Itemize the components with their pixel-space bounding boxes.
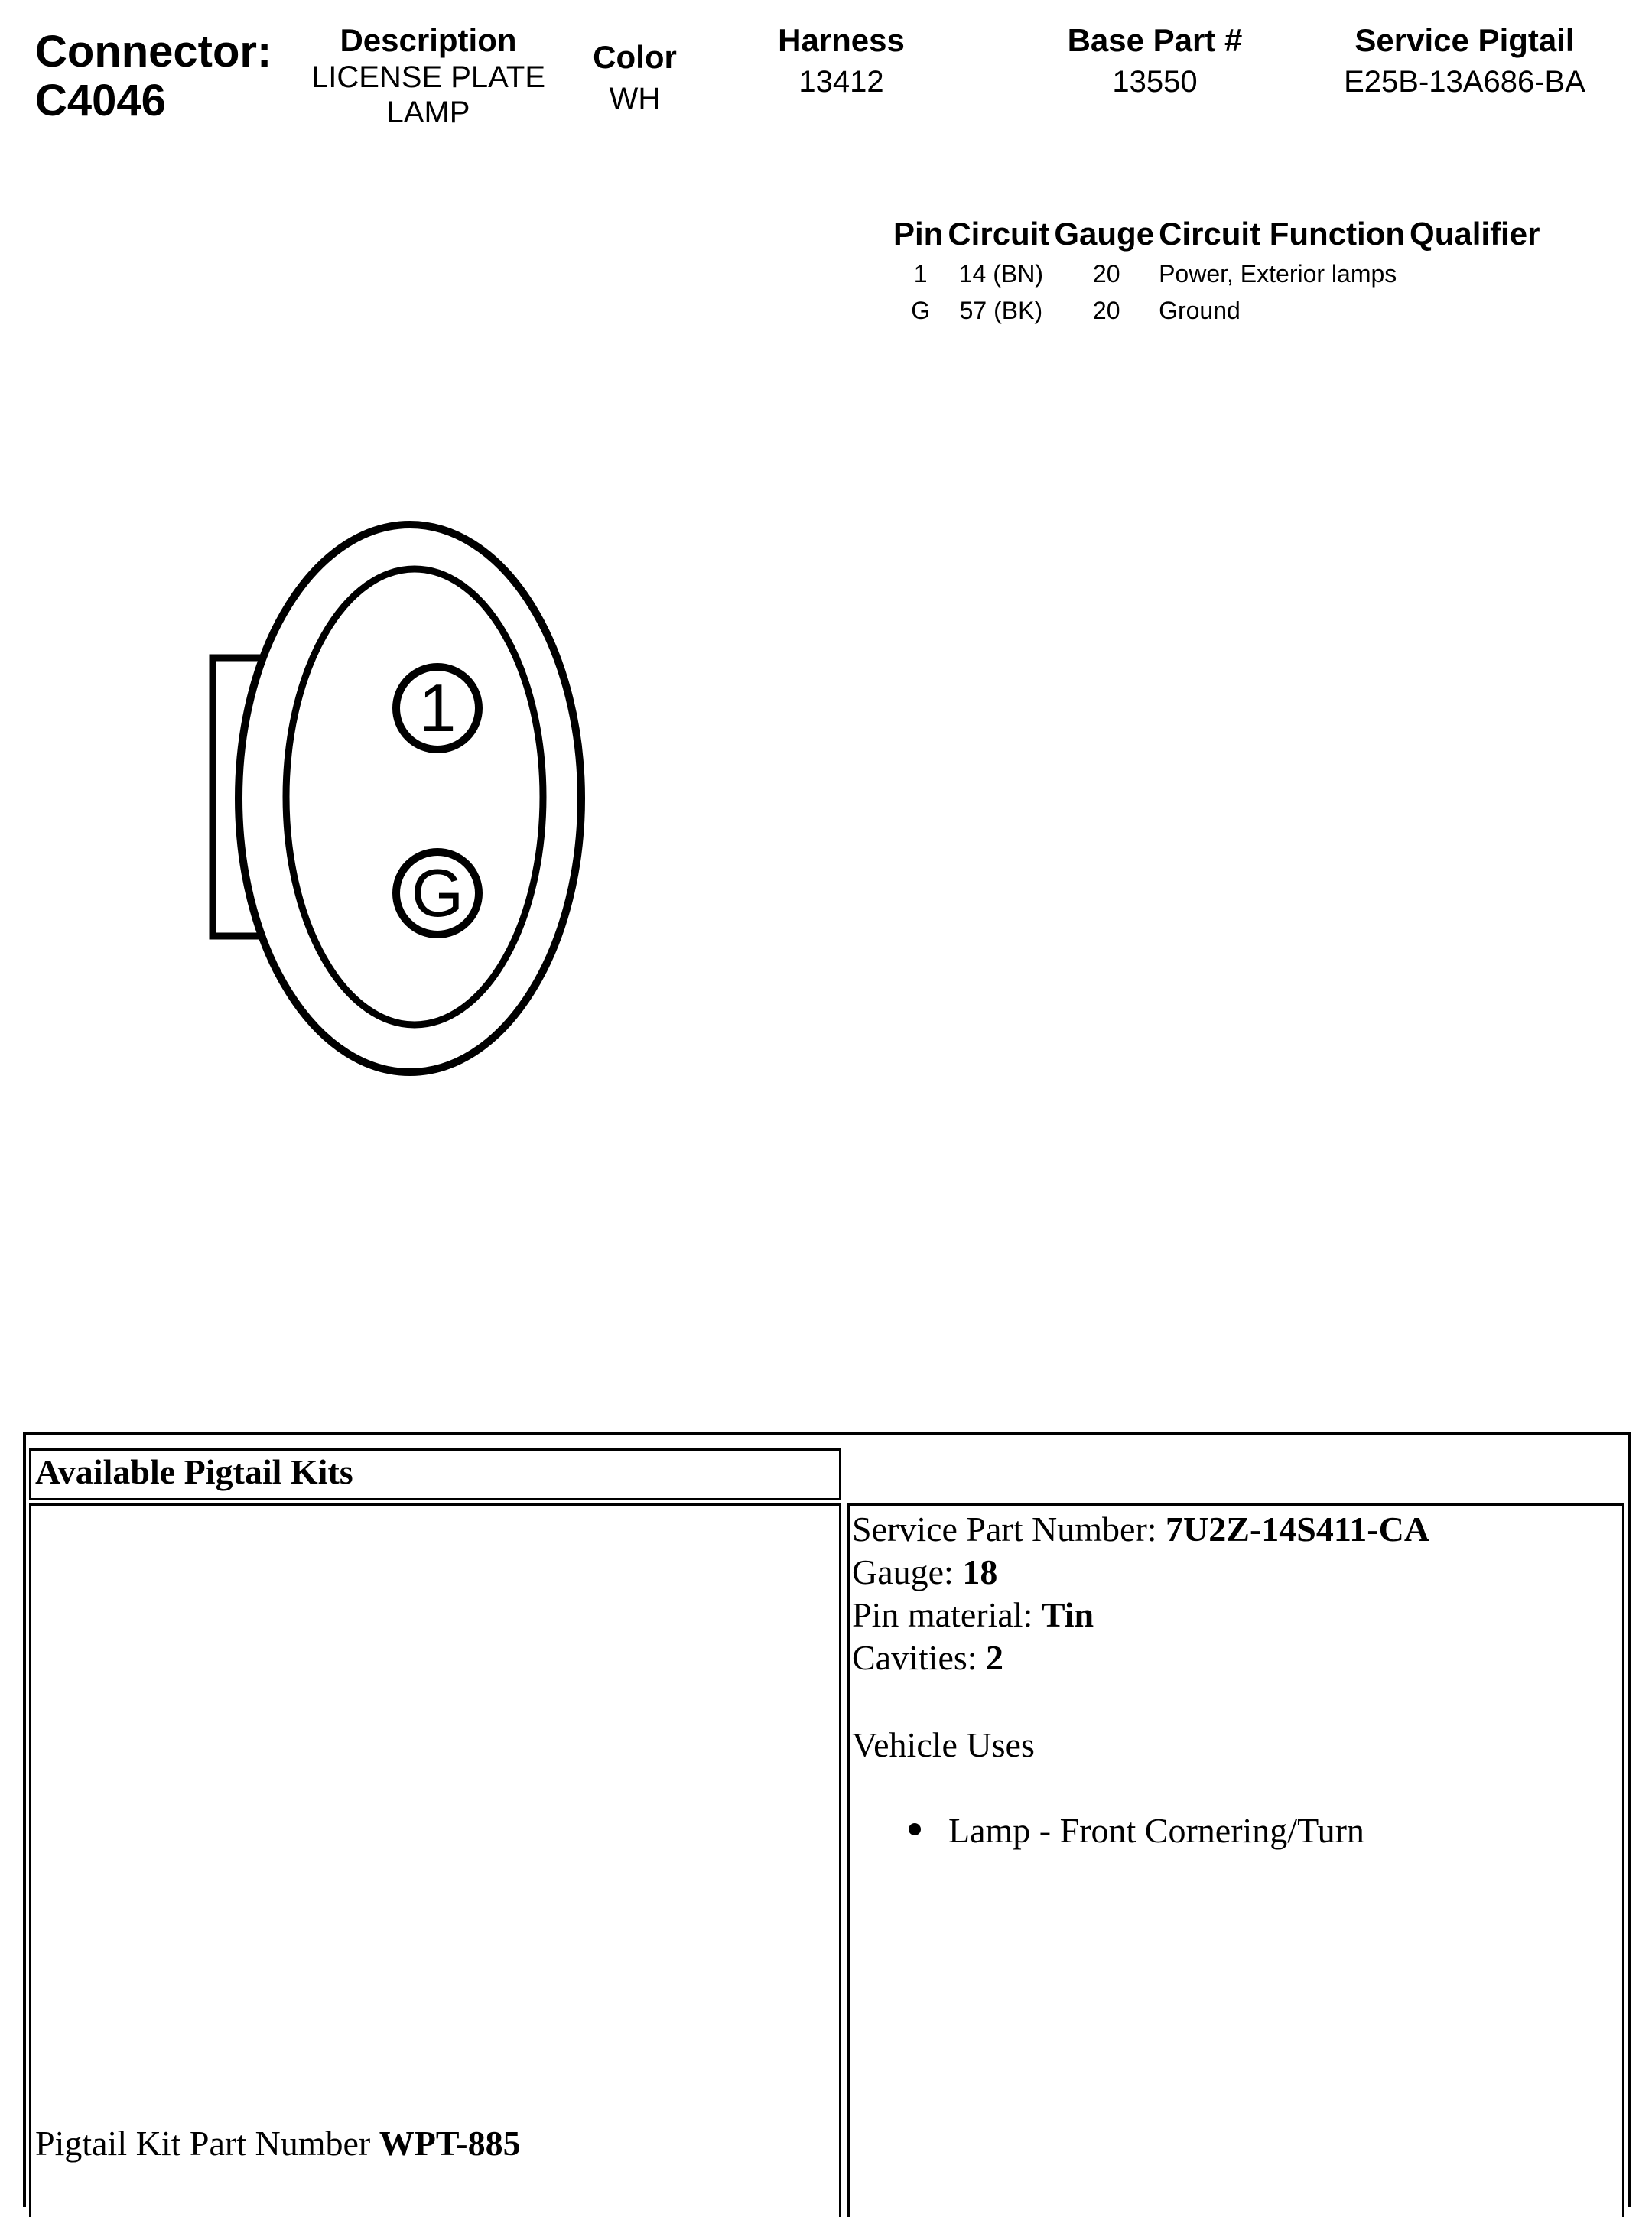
kit-part-label: Pigtail Kit Part Number: [35, 2124, 371, 2163]
connector-diagram: [191, 505, 620, 1086]
pin-header: Pin: [893, 216, 944, 252]
list-item: Lamp - Front Cornering/Turn: [948, 1811, 1364, 1850]
harness-column: [734, 21, 948, 99]
vehicle-uses-heading: Vehicle Uses: [852, 1725, 1035, 1764]
connector-id: C4046: [35, 76, 166, 125]
pin-cell: G: [911, 297, 931, 324]
cavities-value: 2: [986, 1638, 1004, 1677]
color-value: WH: [609, 82, 661, 115]
gauge-header: Gauge: [1054, 216, 1155, 252]
color-column: [566, 38, 704, 116]
pin-g-label: G: [411, 855, 464, 931]
gauge-value: 18: [962, 1552, 998, 1591]
kit-details: [852, 1508, 1429, 1679]
pin-material-value: Tin: [1041, 1595, 1094, 1634]
qualifier-header: Qualifier: [1410, 216, 1540, 252]
kit-part-value: WPT-885: [379, 2124, 521, 2163]
gauge-cell: 20: [1092, 297, 1120, 324]
function-cell: Power, Exterior lamps: [1159, 260, 1397, 288]
pin-1-label: 1: [418, 670, 457, 746]
gauge-row: [852, 1551, 1429, 1594]
kit-image-box: [29, 1503, 841, 2217]
description-line1: LICENSE PLATE: [311, 60, 546, 94]
service-part-value: 7U2Z-14S411-CA: [1166, 1510, 1430, 1549]
gauge-label: Gauge:: [852, 1552, 954, 1591]
base-part-header: Base Part #: [1067, 22, 1243, 58]
circuit-cell: 57 (BK): [959, 297, 1043, 324]
description-line2: LAMP: [386, 96, 470, 129]
service-part-row: [852, 1508, 1429, 1551]
table-row: [893, 292, 1544, 329]
table-row: [893, 255, 1544, 292]
gauge-cell: 20: [1092, 260, 1120, 288]
cavities-label: Cavities:: [852, 1638, 977, 1677]
pin-cell: 1: [913, 260, 928, 288]
connector-label: Connector:: [35, 27, 272, 76]
base-part-column: [1025, 21, 1285, 99]
circuit-header: Circuit: [948, 216, 1050, 252]
description-header: Description: [340, 22, 517, 58]
circuit-function-header: Circuit Function: [1159, 216, 1406, 252]
description-column: [291, 21, 566, 130]
service-pigtail-header: Service Pigtail: [1354, 22, 1575, 58]
cavities-row: [852, 1637, 1429, 1679]
circuit-cell: 14 (BN): [958, 260, 1043, 288]
kit-section-title: Available Pigtail Kits: [35, 1452, 353, 1491]
base-part-value: 13550: [1112, 65, 1198, 99]
service-pigtail-value: E25B-13A686-BA: [1344, 65, 1585, 99]
pin-table-header-row: [893, 213, 1544, 255]
pin-material-row: [852, 1594, 1429, 1637]
harness-value: 13412: [798, 65, 884, 99]
kit-part-number: [35, 2121, 521, 2166]
service-part-label: Service Part Number:: [852, 1510, 1157, 1549]
service-pigtail-column: [1315, 21, 1614, 99]
bullet-icon: [909, 1823, 921, 1835]
color-header: Color: [593, 39, 677, 75]
connector-inner-ring: [286, 569, 543, 1025]
pin-material-label: Pin material:: [852, 1595, 1033, 1634]
qualifier-cell: [1410, 255, 1544, 292]
function-cell: Ground: [1159, 297, 1241, 324]
qualifier-cell: [1410, 292, 1544, 329]
pin-table: [893, 213, 1544, 329]
harness-header: Harness: [778, 22, 905, 58]
